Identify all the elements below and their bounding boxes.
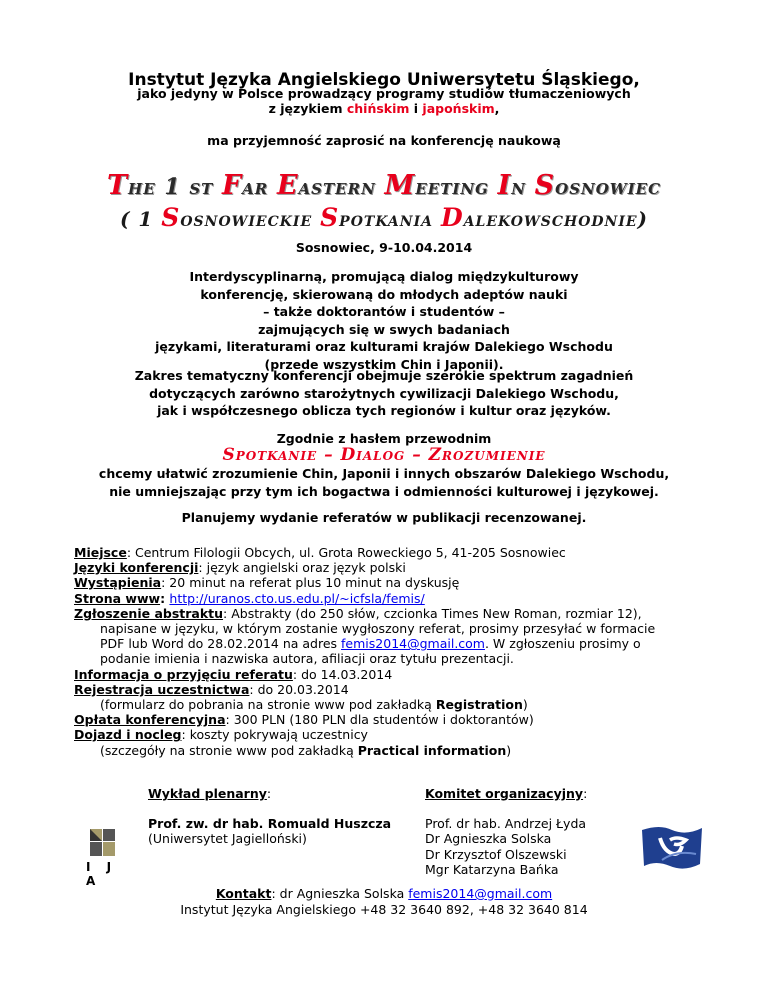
info-place: Miejsce: Centrum Filologii Obcych, ul. Grota Roweckiego 5, 41-205 Sosnowiec [74,545,566,560]
chinese-highlight: chińskim [346,101,410,116]
committee-member: Dr Krzysztof Olszewski [425,846,567,862]
plenary-speaker: Prof. zw. dr hab. Romuald Huszcza [148,816,392,832]
committee-section: Komitet organizacyjny: Prof. dr hab. Andrzej Łyda Dr Agnieszka Solska Dr Krzysztof Olszewski Mgr Katarzyna Bańka [425,786,685,877]
abstract-email-link[interactable]: femis2014@gmail.com [341,636,485,652]
info-travel: Dojazd i nocleg: koszty pokrywają uczestnicy [74,727,368,743]
contact-phone: Instytut Języka Angielskiego +48 32 3640 892, +48 32 3640 814 [180,901,588,917]
header-description [0,86,768,116]
contact-email-link[interactable]: femis2014@gmail.com [408,886,553,901]
plenary-affiliation: (Uniwersytet Jagielloński) [148,831,307,847]
ija-logo-text: I J A [86,860,118,888]
motto-intro: Zgodnie z hasłem przewodnim [276,431,492,446]
conference-info: Miejsce: Centrum Filologii Obcych, ul. Grota Roweckiego 5, 41-205 Sosnowiec Języki konferencji: język angielski oraz język polski Wystąpienia: 20 minut na referat plus 10 minut na dyskusję Strona www: http://uranos.cto.us.edu.pl/~icfsla/femis/ Zgłoszenie abstraktu: Abstrakty (do 250 słów, czcionka Times New Roman, rozmiar 12), napisane w języku, w którym zostanie wygłoszony referat, prosimy przesyłać w formacie PDF lub Word do 28.02.2014 na adres femis2014@gmail.com. W zgłoszeniu prosimy o podanie imienia i nazwiska autora, afiliacji oraz tytułu prezentacji. Informacja o przyjęciu referatu: do 14.03.2014 Rejestracja uczestnictwa: do 20.03.2014 (formularz do pobrania na stronie www pod zakładką Registration) Opłata konferencyjna: 300 PLN (180 PLN dla studentów i doktorantów) Dojazd i nocleg: koszty pokrywają uczestnicy (szczegóły na stronie www pod zakładką Practical information) [74,545,698,758]
info-talks: Wystąpienia: 20 minut na referat plus 10 minut na dyskusję [74,575,460,591]
website-link[interactable]: http://uranos.cto.us.edu.pl/~icfsla/femis/ [169,590,425,606]
plenary-heading: Wykład plenarny [148,786,267,801]
info-fee: Opłata konferencyjna: 300 PLN (180 PLN dla studentów i doktorantów) [74,712,534,728]
committee-heading: Komitet organizacyjny [425,786,584,801]
university-logo [640,820,704,876]
info-website: Strona www: http://uranos.cto.us.edu.pl/~icfsla/femis/ [74,590,425,606]
contact-label: Kontakt [215,886,272,901]
scope-paragraph: Zakres tematyczny konferencji obejmuje szerokie spektrum zagadnień dotyczących zarówno starożytnych cywilizacji Dalekiego Wschodu, jak i współczesnego oblicza tych regionów i kultur oraz języków. [134,368,634,418]
ija-logo [72,825,142,888]
publication-note: Planujemy wydanie referatów w publikacji recenzowanej. [181,510,587,525]
header-line-2: jako jedyny w Polsce prowadzący programy studiów tłumaczeniowych [137,86,631,101]
header-line-3: z językiem chińskim i japońskim, [268,101,500,116]
committee-member: Dr Agnieszka Solska [425,831,552,847]
university-logo-icon [640,820,704,876]
committee-member: Prof. dr hab. Andrzej Łyda [425,816,587,832]
conference-date: Sosnowiec, 9-10.04.2014 [295,240,473,255]
institute-name: Instytut Języka Angielskiego Uniwersytetu Śląskiego, [128,70,640,90]
goal-paragraph: chcemy ułatwić zrozumienie Chin, Japonii i innych obszarów Dalekiego Wschodu, nie umniejszając przy tym ich bogactwa i odmienności kulturowej i językowej. [98,466,670,499]
info-languages: Języki konferencji: język angielski oraz język polski [74,560,406,576]
japanese-highlight: japońskim [422,101,495,116]
intro-paragraph: Interdyscyplinarną, promującą dialog międzykulturowy konferencję, skierowaną do młodych adeptów nauki – także doktorantów i studentów – zajmujących się w swych badaniach językami, literaturami oraz kulturami krajów Dalekiego Wschodu (przede wszystkim Chin i Japonii). [155,269,613,372]
contact-section: Kontakt: dr Agnieszka Solska femis2014@gmail.com Instytut Języka Angielskiego +48 32 3640 892, +48 32 3640 814 [0,886,768,917]
invitation-line: ma przyjemność zaprosić na konferencję naukową [207,133,561,148]
info-abstract: Zgłoszenie abstraktu: Abstrakty (do 250 słów, czcionka Times New Roman, rozmiar 12), [74,605,642,621]
conference-title-en: The 1 st Far Eastern Meeting In Sosnowiec [106,170,662,201]
committee-member: Mgr Katarzyna Bańka [425,861,559,877]
conference-title-pl: ( 1 Sosnowieckie Spotkania Dalekowschodnie) [119,203,649,232]
plenary-section: Wykład plenarny: Prof. zw. dr hab. Romuald Huszcza (Uniwersytet Jagielloński) [148,786,408,847]
conference-motto: Spotkanie – Dialog – Zrozumienie [222,445,546,465]
info-registration: Rejestracja uczestnictwa: do 20.03.2014 [74,681,349,697]
info-acceptance: Informacja o przyjęciu referatu: do 14.03.2014 [74,666,393,682]
